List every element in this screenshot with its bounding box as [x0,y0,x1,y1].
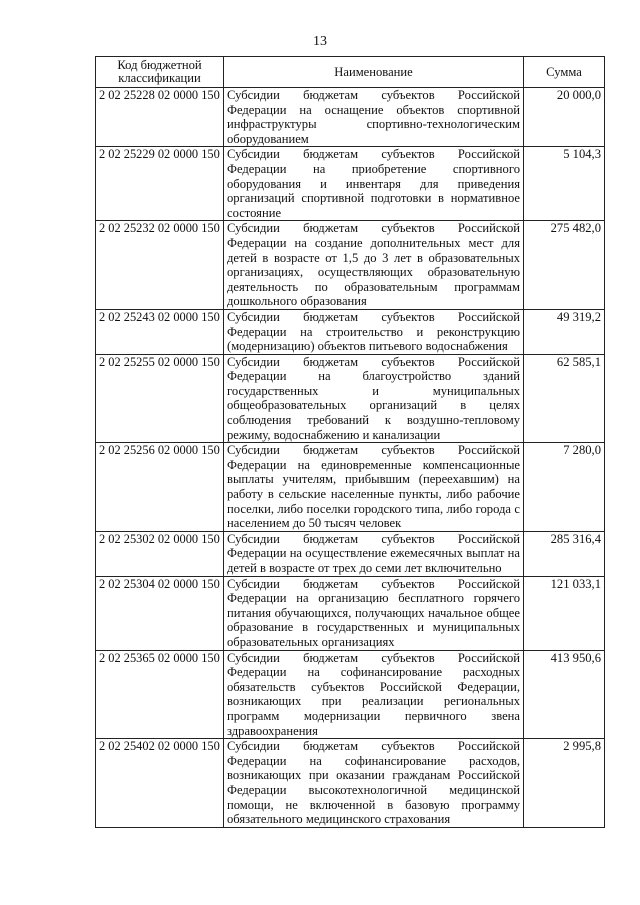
row-code: 2 02 25302 02 0000 150 [96,531,224,576]
table-row [96,576,605,650]
row-sum: 2 995,8 [524,739,605,828]
row-sum: 413 950,6 [524,650,605,739]
table-header-row [96,57,605,88]
row-code: 2 02 25232 02 0000 150 [96,221,224,310]
row-code: 2 02 25228 02 0000 150 [96,88,224,147]
header-name: Наименование [224,57,524,88]
row-code: 2 02 25229 02 0000 150 [96,147,224,221]
row-code: 2 02 25255 02 0000 150 [96,354,224,443]
table-row [96,739,605,828]
row-name: Субсидии бюджетам субъектов Российской Федерации на софинансирование расходов, возникающих при оказании гражданам Российской Федерации высокотехнологичной медицинской помощи, не включенной в базовую программу обязательного медицинского страхования [224,739,524,828]
row-name: Субсидии бюджетам субъектов Российской Федерации на благоустройство зданий государственных и муниципальных общеобразовательных организаций в целях соблюдения требований к воздушно-тепловому режиму, водоснабжению и канализации [224,354,524,443]
row-code: 2 02 25365 02 0000 150 [96,650,224,739]
row-code: 2 02 25243 02 0000 150 [96,309,224,354]
row-sum: 62 585,1 [524,354,605,443]
row-sum: 121 033,1 [524,576,605,650]
row-name: Субсидии бюджетам субъектов Российской Федерации на строительство и реконструкцию (модернизацию) объектов питьевого водоснабжения [224,309,524,354]
row-name: Субсидии бюджетам субъектов Российской Федерации на единовременные компенсационные выплаты учителям, прибывшим (переехавшим) на работу в сельские населенные пункты, либо рабочие поселки, либо поселки городского типа, либо города с населением до 50 тысяч человек [224,443,524,532]
page-number: 13 [313,34,327,49]
row-sum: 275 482,0 [524,221,605,310]
row-name: Субсидии бюджетам субъектов Российской Федерации на софинансирование расходных обязательств субъектов Российской Федерации, возникающих при реализации региональных программ модернизации первичного звена здравоохранения [224,650,524,739]
table-row [96,443,605,532]
row-code: 2 02 25256 02 0000 150 [96,443,224,532]
row-sum: 49 319,2 [524,309,605,354]
row-code: 2 02 25402 02 0000 150 [96,739,224,828]
table-row [96,221,605,310]
table-row [96,531,605,576]
table-row [96,354,605,443]
table-row [96,650,605,739]
table-row [96,309,605,354]
table-row [96,88,605,147]
row-name: Субсидии бюджетам субъектов Российской Федерации на осуществление ежемесячных выплат на детей в возрасте от трех до семи лет включительно [224,531,524,576]
row-code: 2 02 25304 02 0000 150 [96,576,224,650]
row-name: Субсидии бюджетам субъектов Российской Федерации на оснащение объектов спортивной инфраструктуры спортивно-технологическим оборудованием [224,88,524,147]
row-name: Субсидии бюджетам субъектов Российской Федерации на организацию бесплатного горячего питания обучающихся, получающих начальное общее образование в государственных и муниципальных образовательных организациях [224,576,524,650]
row-name: Субсидии бюджетам субъектов Российской Федерации на создание дополнительных мест для детей в возрасте от 1,5 до 3 лет в образовательных организациях, осуществляющих образовательную деятельность по образовательным программам дошкольного образования [224,221,524,310]
row-sum: 20 000,0 [524,88,605,147]
row-sum: 285 316,4 [524,531,605,576]
row-name: Субсидии бюджетам субъектов Российской Федерации на приобретение спортивного оборудования и инвентаря для приведения организаций спортивной подготовки в нормативное состояние [224,147,524,221]
row-sum: 7 280,0 [524,443,605,532]
header-sum: Сумма [524,57,605,88]
row-sum: 5 104,3 [524,147,605,221]
header-code: Код бюджетной классификации [96,57,224,88]
table-row [96,147,605,221]
budget-table [95,56,605,828]
